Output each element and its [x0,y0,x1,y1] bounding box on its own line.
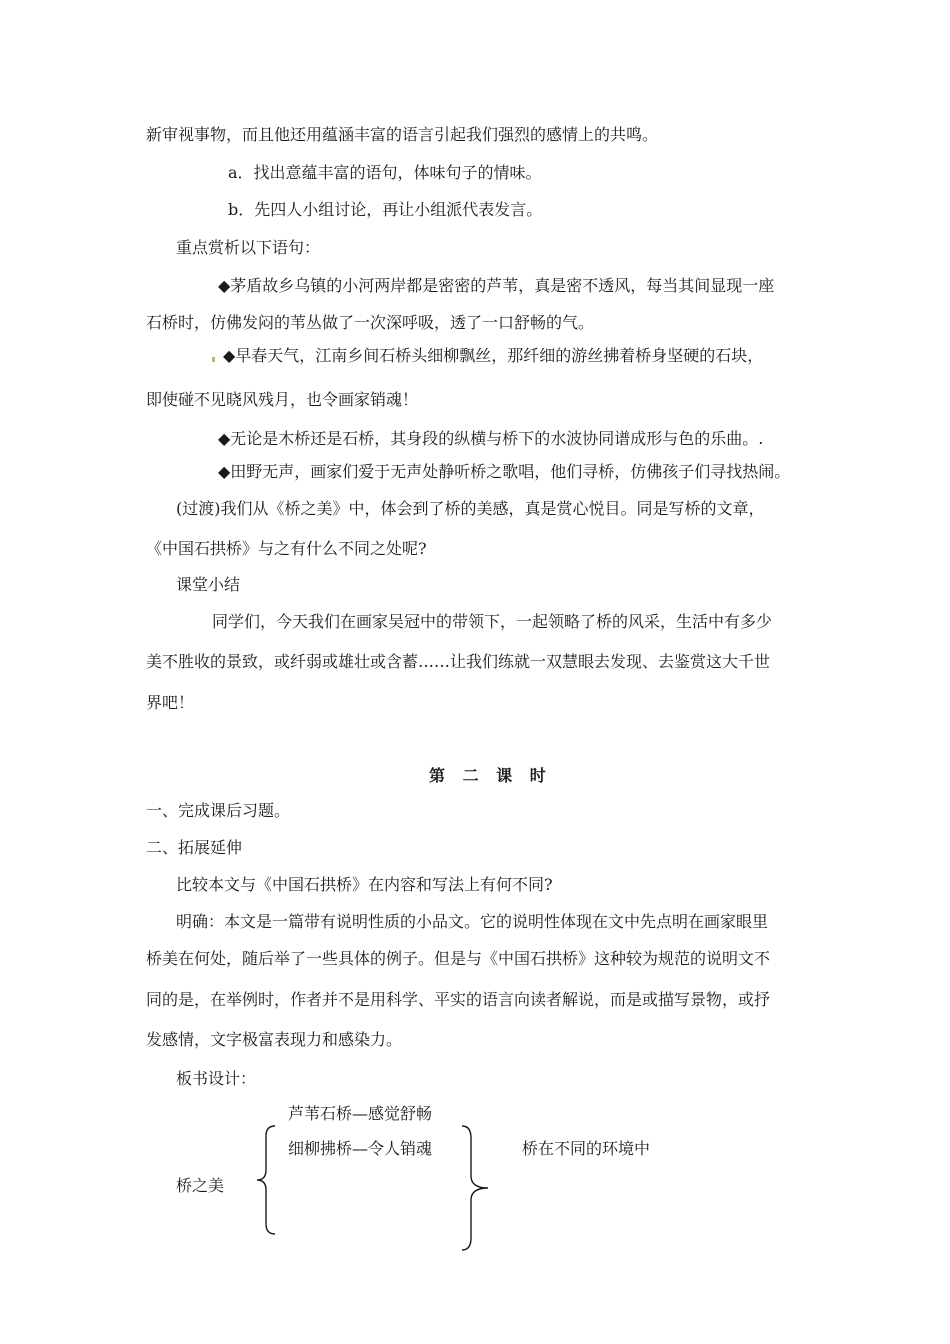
summary-line2: 美不胜收的景致，或纤弱或雄壮或含蓄……让我们练就一双慧眼去发现、去鉴赏这大千世 [146,652,771,671]
answer-line4: 发感情，文字极富表现力和感染力。 [146,1030,403,1049]
board-summary: 桥在不同的环境中 [522,1139,651,1158]
right-brace [460,1124,492,1252]
list-item: 一、完成课后习题。 [146,801,291,820]
section-title: 第 二 课 时 [429,766,552,785]
quote-1-line2: 石桥时，仿佛发闷的苇丛做了一次深呼吸，透了一口舒畅的气。 [146,313,595,332]
para-line: 新审视事物，而且他还用蕴涵丰富的语言引起我们强烈的感情上的共鸣。 [146,125,659,144]
quote-2-line2: 即使碰不见晓风残月，也令画家销魂！ [146,390,419,409]
task-a: a．找出意蕴丰富的语句，体味句子的情味。 [228,163,542,182]
task-b: b．先四人小组讨论，再让小组派代表发言。 [228,200,543,219]
answer-line1: 明确：本文是一篇带有说明性质的小品文。它的说明性体现在文中先点明在画家眼里 [176,912,769,931]
transition-line2: 《中国石拱桥》与之有什么不同之处呢? [146,539,427,558]
list-item: 二、拓展延伸 [146,838,243,857]
decorative-mark [212,357,215,362]
summary-line3: 界吧！ [146,693,195,712]
question: 比较本文与《中国石拱桥》在内容和写法上有何不同? [176,875,553,894]
board-root: 桥之美 [176,1176,225,1195]
quote-1-line1: ◆茅盾故乡乌镇的小河两岸都是密密的芦苇，真是密不透风，每当其间显现一座 [218,276,775,295]
transition-line1: (过渡)我们从《桥之美》中，体会到了桥的美感，真是赏心悦目。同是写桥的文章， [176,499,765,518]
para-line: 重点赏析以下语句： [176,238,321,257]
answer-line3: 同的是，在举例时，作者并不是用科学、平实的语言向读者解说，而是或描写景物，或抒 [146,990,771,1009]
quote-3: ◆无论是木桥还是石桥，其身段的纵横与桥下的水波协同谱成形与色的乐曲。. [218,429,764,448]
board-heading: 板书设计： [176,1069,257,1088]
summary-heading: 课堂小结 [176,575,241,594]
quote-2-line1: ◆早春天气，江南乡间石桥头细柳飘丝，那纤细的游丝拂着桥身坚硬的石块， [223,346,764,365]
quote-4: ◆田野无声，画家们爱于无声处静听桥之歌唱，他们寻桥，仿佛孩子们寻找热闹。 [218,462,791,481]
answer-line2: 桥美在何处，随后举了一些具体的例子。但是与《中国石拱桥》这种较为规范的说明文不 [146,949,771,968]
board-item-2: 细柳拂桥—令人销魂 [288,1139,433,1158]
summary-line1: 同学们，今天我们在画家吴冠中的带领下，一起领略了桥的风采，生活中有多少 [212,612,773,631]
board-item-1: 芦苇石桥—感觉舒畅 [288,1104,433,1123]
left-brace [255,1124,279,1236]
